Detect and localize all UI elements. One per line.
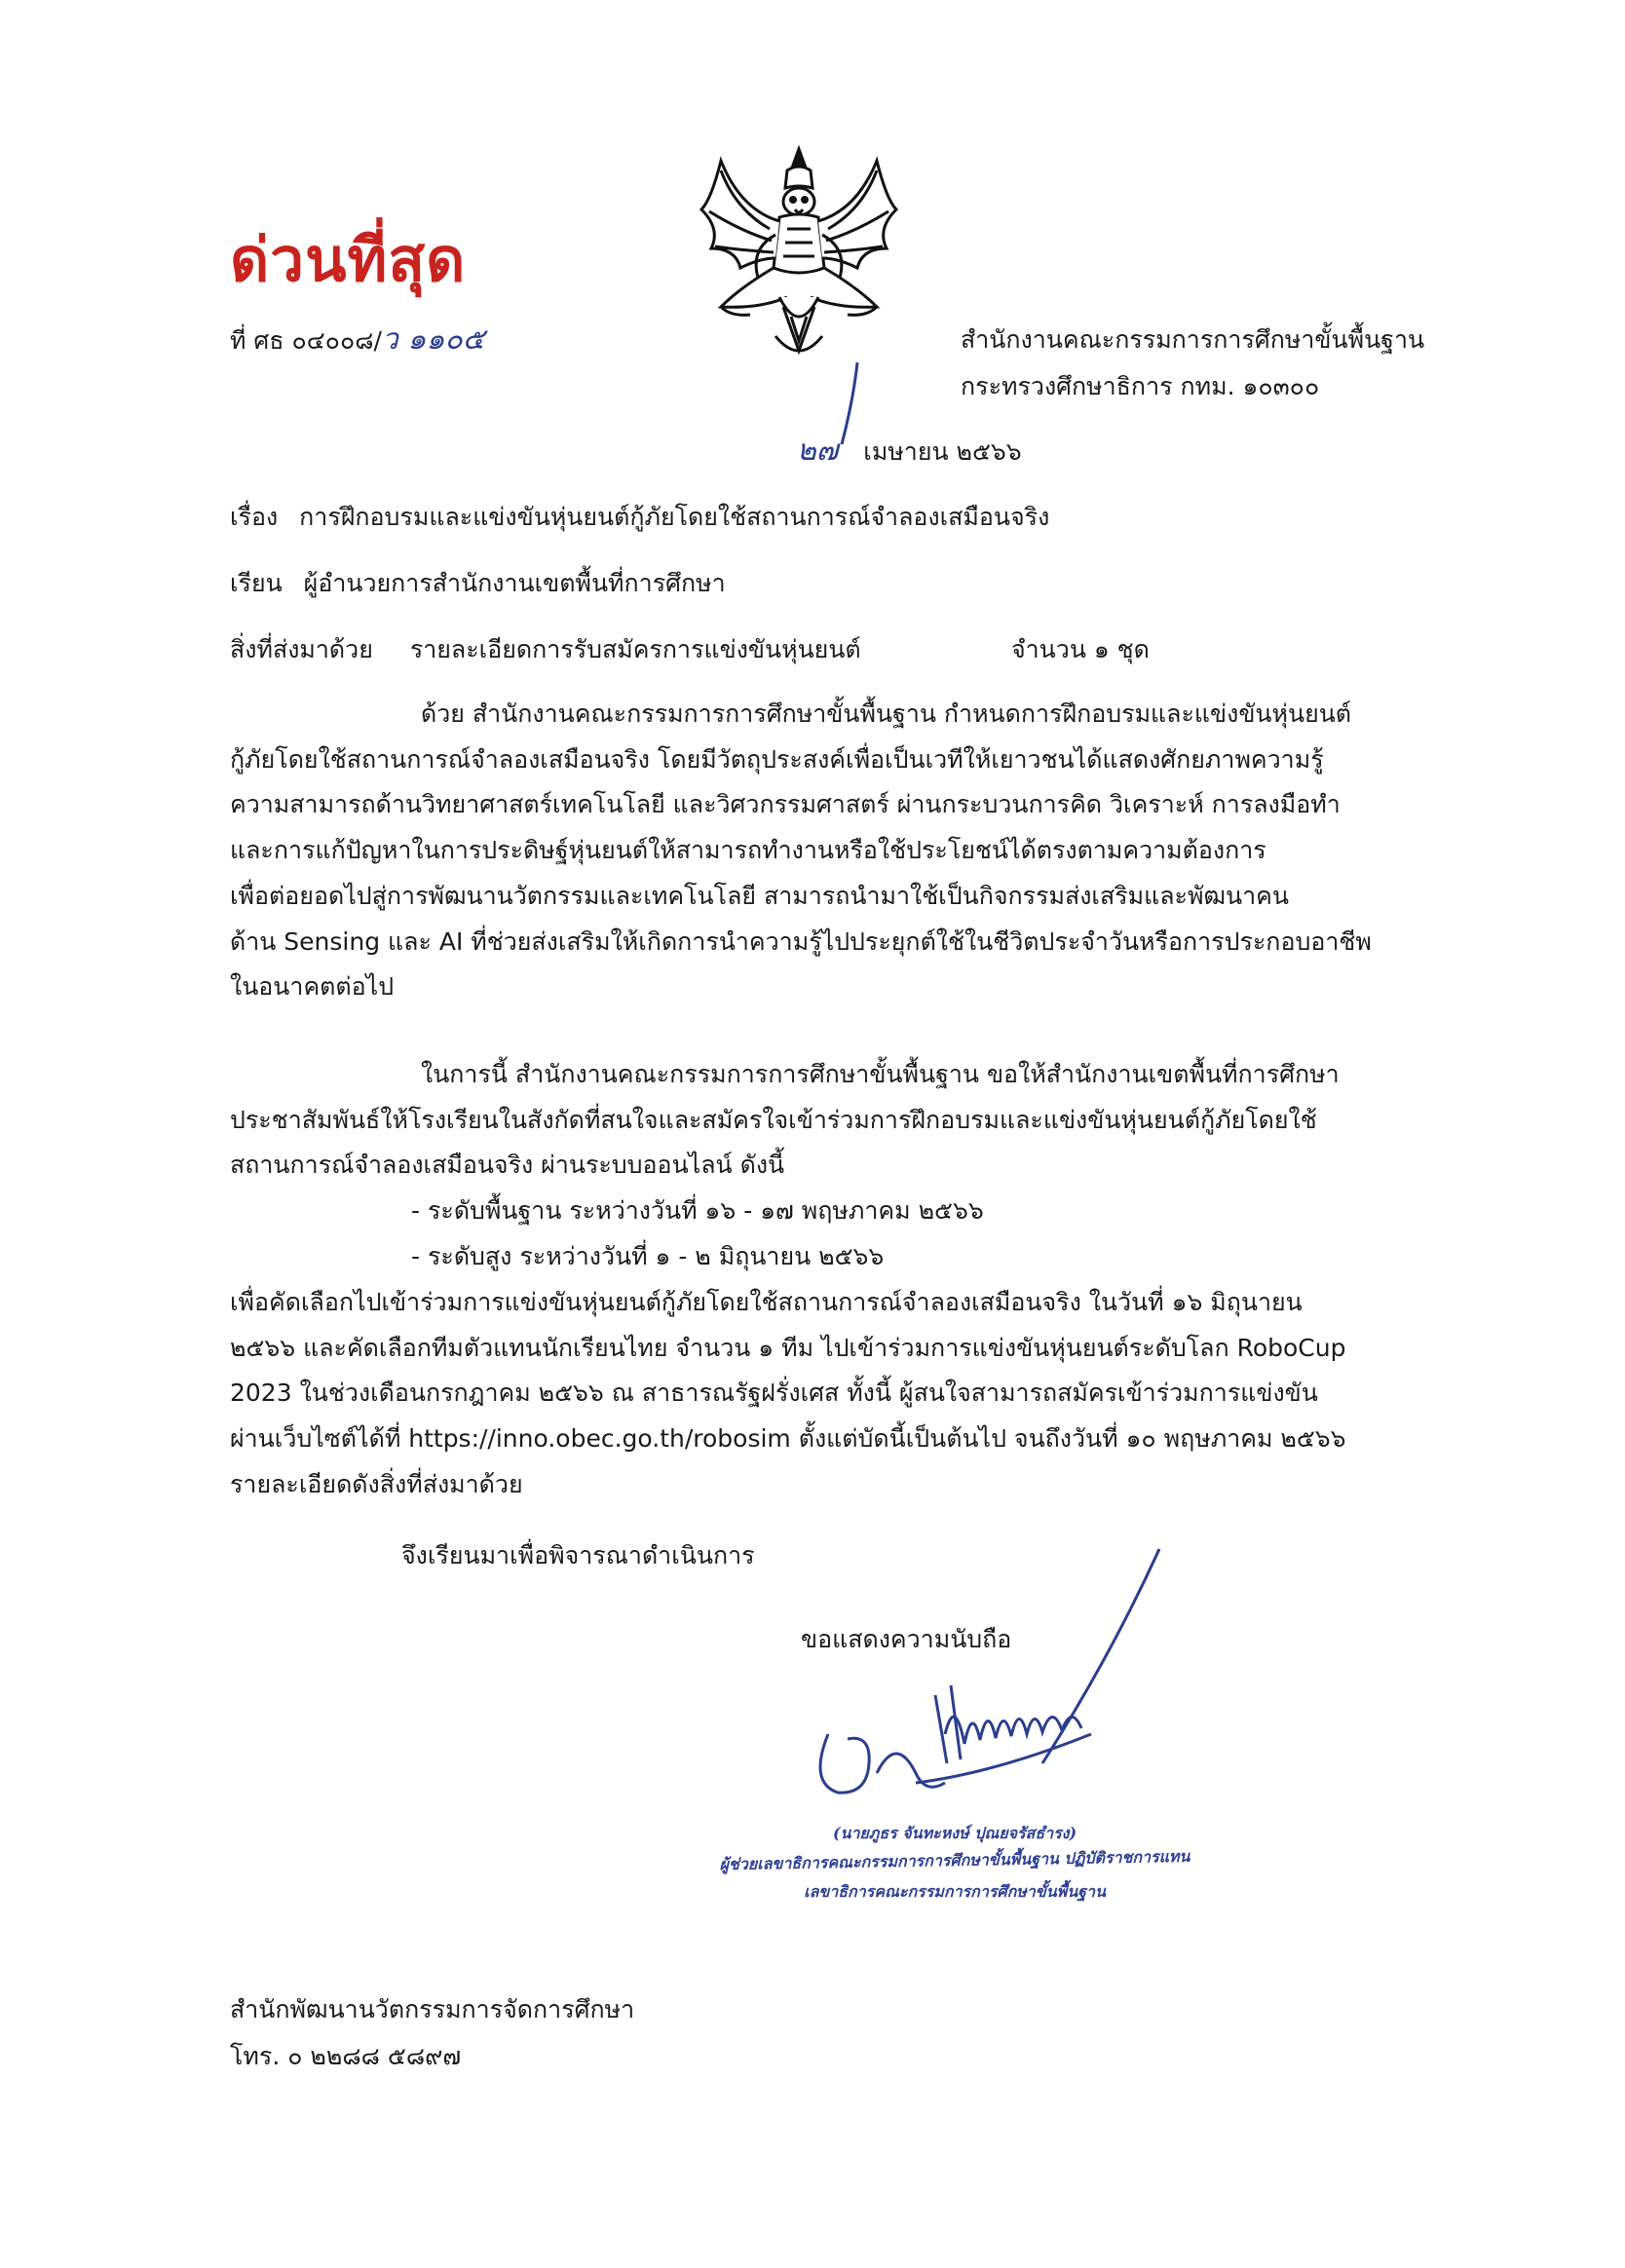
reference-handwritten: ว ๑๑๐๕ [381,322,485,357]
enclosure-line [230,633,861,666]
paragraph-line: ในการนี้ สำนักงานคณะกรรมการการศึกษาขั้นพื้นฐาน ขอให้สำนักงานเขตพื้นที่การศึกษา [421,1060,1340,1088]
paragraph-line: รายละเอียดดังสิ่งที่ส่งมาด้วย [230,1469,523,1498]
signer-name: (นายภูธร จันทะหงษ์ ปุณยจรัสธำรง) [832,1824,1077,1842]
recipient-line [230,567,726,600]
paragraph-3 [230,1280,1446,1508]
paragraph-line: เพื่อต่อยอดไปสู่การพัฒนานวัตกรรมและเทคโนโลยี สามารถนำมาใช้เป็นกิจกรรมส่งเสริมและพัฒนาคน [230,881,1289,910]
paragraph-line: ๒๕๖๖ และคัดเลือกทีมตัวแทนนักเรียนไทย จำนวน ๑ ทีม ไปเข้าร่วมการแข่งขันหุ่นยนต์ระดับโลก RoboCup [230,1333,1346,1362]
enclosure-text: รายละเอียดการรับสมัครการแข่งขันหุ่นยนต์ [409,635,861,663]
paragraph-line: ผ่านเว็บไซต์ได้ที่ https://inno.obec.go.th/robosim ตั้งแต่บัดนี้เป็นต้นไป จนถึงวันที่ ๑๐ พฤษภาคม ๒๕๖๖ [230,1424,1346,1454]
footer-office: สำนักพัฒนานวัตกรรมการจัดการศึกษา [230,1995,635,2023]
recipient-label: เรียน [230,569,283,597]
paragraph-line: ด้าน Sensing และ AI ที่ช่วยส่งเสริมให้เกิดการนำความรู้ไปประยุกต์ใช้ในชีวิตประจำวันหรือการประกอบอาชีพ [230,926,1372,956]
reference-number [230,323,484,358]
footer-phone: โทร. ๐ ๒๒๘๘ ๕๘๙๗ [230,2042,462,2070]
paragraph-line: สถานการณ์จำลองเสมือนจริง ผ่านระบบออนไลน์ ดังนี้ [230,1151,785,1180]
enclosure-quantity: จำนวน ๑ ชุด [1011,635,1150,663]
signature [779,1539,1189,1832]
date-day-handwritten: ๒๗ [797,434,839,468]
paragraph-line: ในอนาคตต่อไป [230,972,395,1002]
bullet-item: - ระดับพื้นฐาน ระหว่างวันที่ ๑๖ - ๑๗ พฤษภาคม ๒๕๖๖ [411,1196,984,1226]
regards-text: ขอแสดงความนับถือ [801,1625,1012,1653]
paragraph-line: เพื่อคัดเลือกไปเข้าร่วมการแข่งขันหุ่นยนต์กู้ภัยโดยใช้สถานการณ์จำลองเสมือนจริง ในวันที่ ๑๖ มิถุนายน [230,1288,1303,1316]
paragraph-1 [230,692,1446,1010]
letter-date [797,435,1022,469]
garuda-emblem [682,141,916,370]
signer-title-2: เลขาธิการคณะกรรมการการศึกษาขั้นพื้นฐาน [804,1882,1106,1901]
enclosure-label: สิ่งที่ส่งมาด้วย [230,635,373,663]
subject-text: การฝึกอบรมและแข่งขันหุ่นยนต์กู้ภัยโดยใช้สถานการณ์จำลองเสมือนจริง [299,503,1050,531]
bullet-item: - ระดับสูง ระหว่างวันที่ ๑ - ๒ มิถุนายน ๒๕๖๖ [411,1241,885,1270]
subject-line [230,501,1049,534]
date-month-year: เมษายน ๒๕๖๖ [863,437,1022,466]
paragraph-2 [230,1052,1446,1280]
reference-prefix: ที่ ศธ ๐๔๐๐๘/ [230,326,382,355]
paragraph-line: กู้ภัยโดยใช้สถานการณ์จำลองเสมือนจริง โดยมีวัตถุประสงค์เพื่อเป็นเวทีให้เยาวชนได้แสดงศักยภาพความรู้ [230,744,1324,774]
subject-label: เรื่อง [230,503,279,531]
paragraph-line: ความสามารถด้านวิทยาศาสตร์เทคโนโลยี และวิศวกรรมศาสตร์ ผ่านกระบวนการคิด วิเคราะห์ การลงมือทำ [230,790,1341,819]
office-line-1: สำนักงานคณะกรรมการการศึกษาขั้นพื้นฐาน [961,325,1425,354]
paragraph-line: และการแก้ปัญหาในการประดิษฐ์หุ่นยนต์ให้สามารถทำงานหรือใช้ประโยชน์ได้ตรงตามความต้องการ [230,836,1266,865]
closing-text: จึงเรียนมาเพื่อพิจารณาดำเนินการ [401,1541,755,1569]
paragraph-line: ด้วย สำนักงานคณะกรรมการการศึกษาขั้นพื้นฐาน กำหนดการฝึกอบรมและแข่งขันหุ่นยนต์ [421,699,1352,728]
signer-title-1: ผู้ช่วยเลขาธิการคณะกรรมการการศึกษาขั้นพื้นฐาน ปฏิบัติราชการแทน [719,1846,1190,1874]
urgency-label: ด่วนที่สุด [230,224,467,295]
paragraph-line: ประชาสัมพันธ์ให้โรงเรียนในสังกัดที่สนใจและสมัครใจเข้าร่วมการฝึกอบรมและแข่งขันหุ่นยนต์กู้ภัยโดยใช้ [230,1105,1317,1134]
paragraph-line: 2023 ในช่วงเดือนกรกฎาคม ๒๕๖๖ ณ สาธารณรัฐฝรั่งเศส ทั้งนี้ ผู้สนใจสามารถสมัครเข้าร่วมการแข่งขัน [230,1379,1318,1408]
recipient-text: ผู้อำนวยการสำนักงานเขตพื้นที่การศึกษา [303,569,726,597]
office-line-2: กระทรวงศึกษาธิการ กทม. ๑๐๓๐๐ [961,372,1320,400]
